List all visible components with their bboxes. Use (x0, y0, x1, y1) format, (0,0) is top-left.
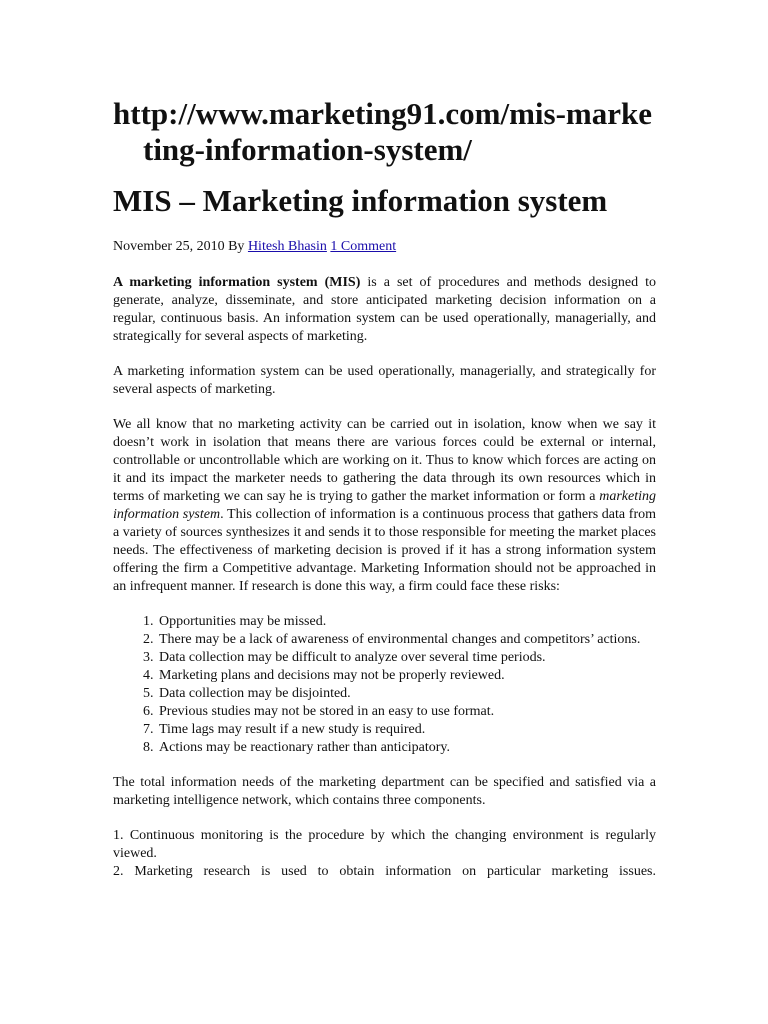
list-item: 5. Data collection may be disjointed. (157, 685, 656, 703)
paragraph-intelligence-network: The total information needs of the marketing department can be specified and satisfied via a marketing intelligence network, which contains three components. (113, 775, 656, 808)
url-heading: http://www.marketing91.com/mis-marketing-information-system/ (113, 96, 652, 167)
definition-term: A marketing information system (MIS) (113, 275, 361, 290)
comments-link[interactable]: 1 Comment (330, 239, 397, 254)
list-item: 4. Marketing plans and decisions may not be properly reviewed. (157, 667, 656, 685)
post-by: By (228, 239, 245, 254)
article-body (113, 96, 656, 881)
post-meta (113, 238, 656, 256)
list-item: 6. Previous studies may not be stored in an easy to use format. (157, 703, 656, 721)
post-date: November 25, 2010 (113, 239, 225, 254)
paragraph-usage: A marketing information system can be used operationally, managerially, and strategically for several aspects of marketing. (113, 364, 656, 397)
isolation-text-a: We all know that no marketing activity can be carried out in isolation, know when we say it doesn’t work in isolation that means there are various forces could be external or internal, controllable or uncontrollable which are working on it. Thus to know which forces are acting on it and its impact the marketer needs to gathering the data through its own resources which in terms of marketing we can say he is trying to gather the market information or form a (113, 417, 656, 504)
paragraph-isolation (113, 416, 656, 596)
isolation-text-b: . This collection of information is a continuous process that gathers data from a variety of sources synthesizes it and sends it to those responsible for meeting the market places needs. The effectiveness of marketing decision is proved if it has a strong information system offering the firm a Competitive advantage. Marketing Information should not be approached in an infrequent manner. If research is done this way, a firm could face these risks: (113, 507, 656, 594)
list-item: 3. Data collection may be difficult to analyze over several time periods. (157, 649, 656, 667)
component-monitoring: 1. Continuous monitoring is the procedure by which the changing environment is regularly viewed. (113, 828, 656, 861)
list-item: 1. Opportunities may be missed. (157, 613, 656, 631)
definition-text: is a set of procedures and methods designed to generate, analyze, disseminate, and store anticipated marketing decision information on a regular, continuous basis. An information system can be used operationally, managerially, and strategically for several aspects of marketing. (113, 275, 656, 344)
list-item: 8. Actions may be reactionary rather than anticipatory. (157, 739, 656, 757)
component-research: 2. Marketing research is used to obtain information on particular marketing issues. (113, 864, 656, 879)
isolation-emphasis: marketing information system (113, 489, 656, 522)
paragraph-components (113, 827, 656, 881)
list-item: 2. There may be a lack of awareness of environmental changes and competitors’ actions. (157, 631, 656, 649)
list-item: 7. Time lags may result if a new study is required. (157, 721, 656, 739)
author-link[interactable]: Hitesh Bhasin (247, 239, 327, 254)
paragraph-definition (113, 274, 656, 346)
page-title: MIS – Marketing information system (113, 183, 608, 218)
risks-list (113, 613, 656, 757)
